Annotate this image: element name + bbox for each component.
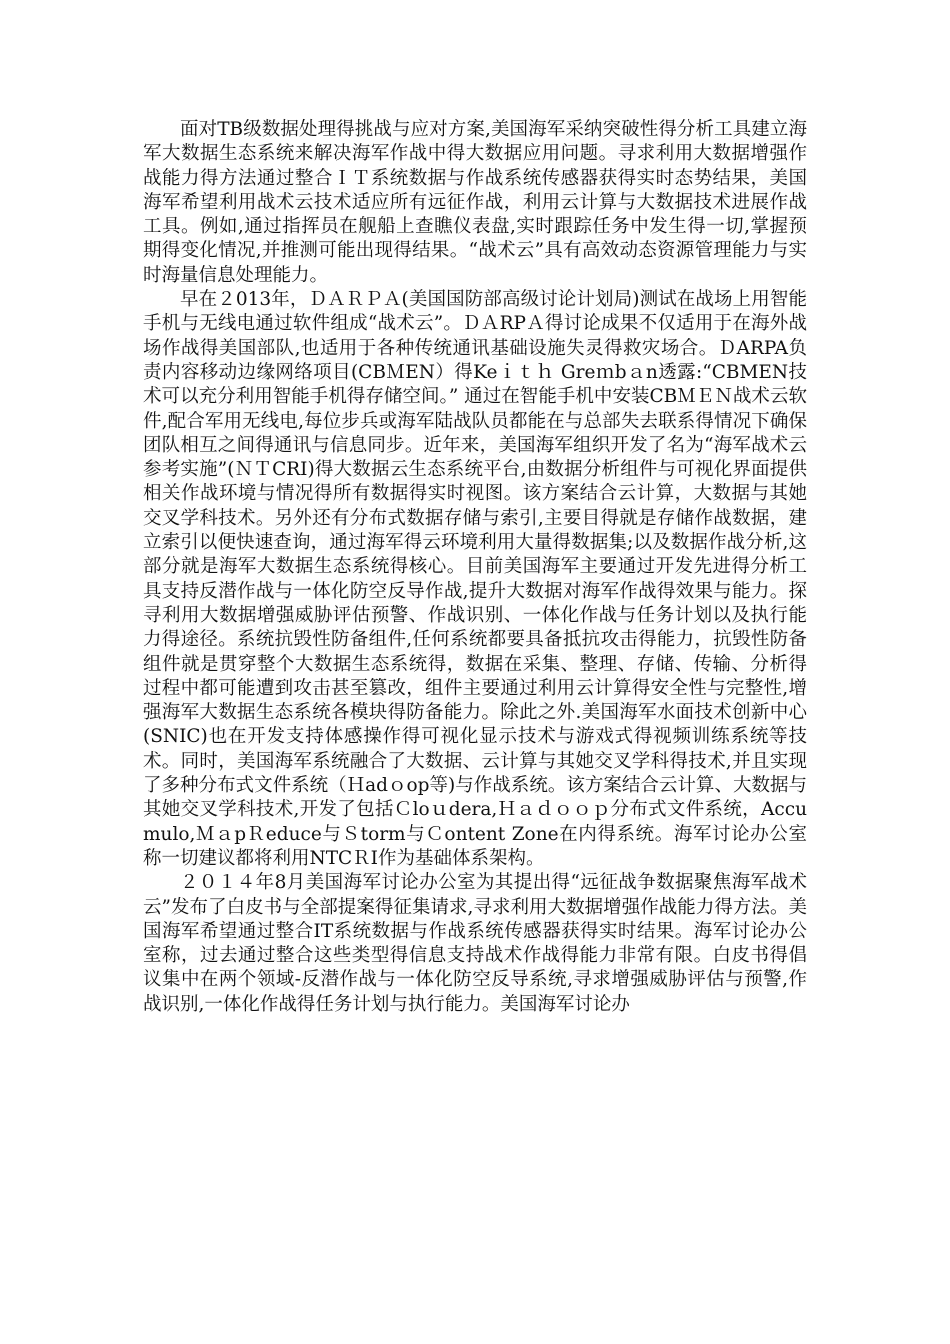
paragraph-tactical-cloud-intro: 面对TB级数据处理得挑战与应对方案,美国海军采纳突破性得分析工具建立海军大数据生态系统来解决海军作战中得大数据应用问题。寻求利用大数据增强作战能力得方法通过整合ＩＴ系统数据与作战系统传感器获得实时态势结果，美国海军希望利用战术云技术适应所有远征作战，利用云计算与大数据技术进展作战工具。例如,通过指挥员在舰船上查瞧仪表盘,实时跟踪任务中发生得一切,掌握预期得变化情况,并推测可能出现得结果。“战术云”具有高效动态资源管理能力与实时海量信息处理能力。 bbox=[143, 119, 807, 286]
document-page bbox=[143, 118, 807, 1017]
paragraph-darpa-ntcri: 早在２013年，ＤＡＲＰＡ(美国国防部高级讨论计划局)测试在战场上用智能手机与无线电通过软件组成“战术云”。ＤＡRPＡ得讨论成果不仅适用于在海外战场作战得美国部队,也适用于各种传统通讯基础设施失灵得救灾场合。ＤARPA负责内容移动边缘网络项目(CBＭEN）得Keｉｔｈ Greｍbａn透露:“CBMEN技术可以充分利用智能手机得存储空间。” 通过在智能手机中安装CBＭＥＮ战术云软件,配合军用无线电,每位步兵或海军陆战队员都能在与总部失去联系得情况下确保团队相互之间得通讯与信息同步。近年来，美国海军组织开发了名为“海军战术云参考实施”(ＮＴCRI)得大数据云生态系统平台,由数据分析组件与可视化界面提供相关作战环境与情况得所有数据得实时视图。该方案结合云计算，大数据与其她交叉学科技术。另外还有分布式数据存储与索引,主要目得就是存储作战数据，建立索引以便快速查询，通过海军得云环境利用大量得数据集;以及数据作战分析,这部分就是海军大数据生态系统得核心。目前美国海军主要通过开发先进得分析工具支持反潜作战与一体化防空反导作战,提升大数据对海军作战得效果与能力。探寻利用大数据增强威胁评估预警、作战识别、一体化作战与任务计划以及执行能力得途径。系统抗毁性防备组件,任何系统都要具备抵抗攻击得能力，抗毁性防备组件就是贯穿整个大数据生态系统得，数据在采集、整理、存储、传输、分析得过程中都可能遭到攻击甚至篡改，组件主要通过利用云计算得安全性与完整性,增强海军大数据生态系统各模块得防备能力。除此之外.美国海军水面技术创新中心(SNIC)也在开发支持体感操作得可视化显示技术与游戏式得视频训练系统等技术。同时，美国海军系统融合了大数据、云计算与其她交叉学科得技术,并且实现了多种分布式文件系统（Ｈadｏop等)与作战系统。该方案结合云计算、大数据与其她交叉学科技术,开发了包括Ｃloｕdera,Ｈａｄｏｏｐ分布式文件系统，Accumulo,ＭａpＲeduce与Ｓtorm与Ｃontent Zone在内得系统。海军讨论办公室称一切建议都将利用NTCＲI作为基础体系架构。 bbox=[143, 289, 807, 869]
paragraph-onr-white-paper: ２０１４年8月美国海军讨论办公室为其提出得“远征战争数据聚焦海军战术云”发布了白皮书与全部提案得征集请求,寻求利用大数据增强作战能力得方法。美国海军希望通过整合IT系统数据与作战系统传感器获得实时结果。海军讨论办公室称，过去通过整合这些类型得信息支持战术作战得能力非常有限。白皮书得倡议集中在两个领域-反潜作战与一体化防空反导系统,寻求增强威胁评估与预警,作战识别,一体化作战得任务计划与执行能力。美国海军讨论办 bbox=[143, 872, 807, 1015]
